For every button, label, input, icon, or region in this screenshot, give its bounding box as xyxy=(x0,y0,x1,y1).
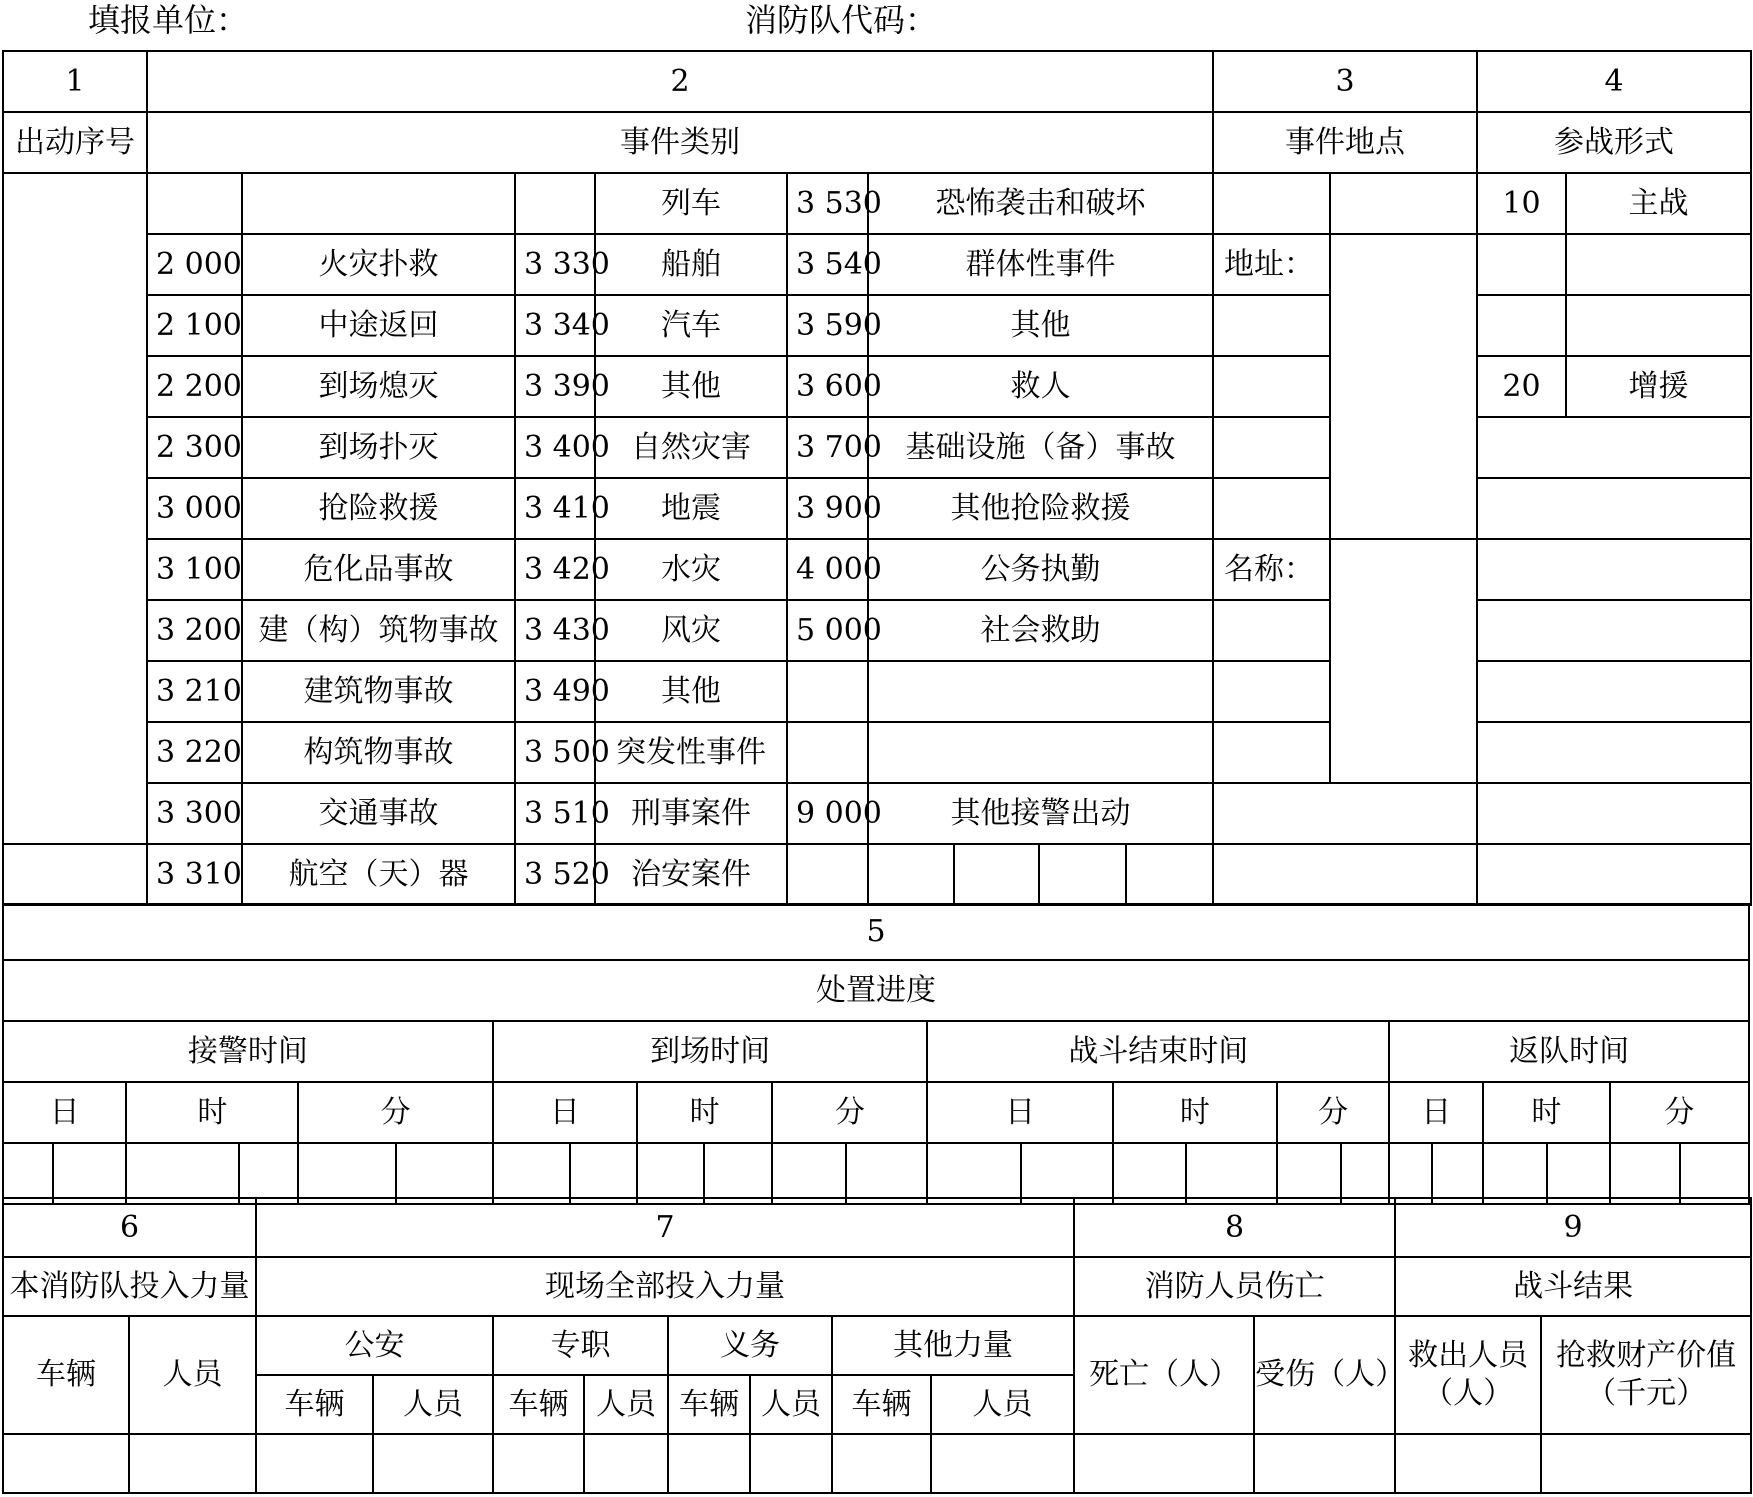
digit-box[interactable] xyxy=(570,1143,637,1204)
digit-box[interactable] xyxy=(298,1143,395,1204)
event-label: 水灾 xyxy=(595,539,787,600)
event-label: 到场扑灭 xyxy=(242,417,515,478)
minute-label: 分 xyxy=(1277,1082,1389,1143)
event-code: 5 000 xyxy=(787,600,868,661)
event-label: 社会救助 xyxy=(868,600,1213,661)
value-input[interactable] xyxy=(584,1434,668,1493)
event-code: 3 000 xyxy=(147,478,242,539)
digit-box[interactable] xyxy=(1389,1143,1432,1204)
event-location-header: 事件地点 xyxy=(1213,112,1477,173)
event-code: 3 530 xyxy=(787,173,868,234)
event-table xyxy=(2,50,1752,906)
event-label: 建（构）筑物事故 xyxy=(242,600,515,661)
injuries-label: 受伤（人） xyxy=(1254,1316,1395,1434)
participation-blank[interactable] xyxy=(1477,600,1751,661)
digit-box[interactable] xyxy=(704,1143,772,1204)
code-input-box[interactable] xyxy=(1039,844,1126,905)
event-label: 群体性事件 xyxy=(868,234,1213,295)
event-code xyxy=(147,173,242,234)
event-code xyxy=(515,173,595,234)
day-label: 日 xyxy=(927,1082,1112,1143)
digit-box[interactable] xyxy=(1341,1143,1389,1204)
table-row xyxy=(3,295,1751,356)
table-row xyxy=(3,478,1751,539)
professional-group-label: 专职 xyxy=(493,1316,668,1375)
participation-blank[interactable] xyxy=(1477,539,1751,600)
location-cell[interactable] xyxy=(1213,722,1330,783)
location-cell[interactable] xyxy=(1213,783,1477,844)
table-row xyxy=(3,661,1751,722)
value-input[interactable] xyxy=(373,1434,493,1493)
event-code: 3 700 xyxy=(787,417,868,478)
event-code: 2 200 xyxy=(147,356,242,417)
event-label: 列车 xyxy=(595,173,787,234)
forces-input-row xyxy=(3,1434,1751,1493)
event-code: 3 430 xyxy=(515,600,595,661)
event-code xyxy=(787,661,868,722)
hour-label: 时 xyxy=(126,1082,298,1143)
event-code: 2 100 xyxy=(147,295,242,356)
value-input[interactable] xyxy=(1074,1434,1254,1493)
table-row xyxy=(3,173,1751,234)
deaths-label: 死亡（人） xyxy=(1074,1316,1254,1434)
event-label: 其他 xyxy=(868,295,1213,356)
participation-blank[interactable] xyxy=(1477,417,1751,478)
value-input[interactable] xyxy=(1541,1434,1751,1493)
event-code: 2 300 xyxy=(147,417,242,478)
battle-end-time-header: 战斗结束时间 xyxy=(927,1021,1389,1082)
event-label: 其他抢险救援 xyxy=(868,478,1213,539)
vehicles-label: 车辆 xyxy=(832,1375,931,1434)
value-input[interactable] xyxy=(750,1434,832,1493)
event-label xyxy=(868,661,1213,722)
own-brigade-forces-header: 本消防队投入力量 xyxy=(3,1257,256,1316)
digit-box[interactable] xyxy=(927,1143,1020,1204)
event-code: 3 490 xyxy=(515,661,595,722)
digit-box[interactable] xyxy=(1113,1143,1186,1204)
event-label: 其他接警出动 xyxy=(868,783,1213,844)
rescued-persons-label: 救出人员（人） xyxy=(1395,1316,1541,1434)
police-group-label: 公安 xyxy=(256,1316,493,1375)
value-input[interactable] xyxy=(832,1434,931,1493)
personnel-label: 人员 xyxy=(373,1375,493,1434)
event-code: 4 000 xyxy=(787,539,868,600)
location-cell[interactable] xyxy=(1213,661,1330,722)
hour-label: 时 xyxy=(1113,1082,1277,1143)
event-code: 3 590 xyxy=(787,295,868,356)
table-row xyxy=(3,234,1751,295)
col-number-1: 1 xyxy=(3,51,147,112)
event-label: 其他 xyxy=(595,356,787,417)
reporting-unit-label: 填报单位： xyxy=(88,1,249,39)
digit-box[interactable] xyxy=(846,1143,927,1204)
vehicles-label: 车辆 xyxy=(668,1375,750,1434)
location-cell[interactable] xyxy=(1213,356,1330,417)
event-category-header: 事件类别 xyxy=(147,112,1213,173)
other-forces-group-label: 其他力量 xyxy=(832,1316,1074,1375)
event-label: 火灾扑救 xyxy=(242,234,515,295)
firefighter-casualties-header: 消防人员伤亡 xyxy=(1074,1257,1395,1316)
table-row xyxy=(3,356,1751,417)
value-input[interactable] xyxy=(3,1434,129,1493)
location-cell[interactable] xyxy=(1213,478,1330,539)
code-input-box[interactable] xyxy=(954,844,1039,905)
section-number-5: 5 xyxy=(3,904,1749,960)
event-label: 中途返回 xyxy=(242,295,515,356)
event-label: 其他 xyxy=(595,661,787,722)
volunteer-group-label: 义务 xyxy=(668,1316,832,1375)
digit-box[interactable] xyxy=(1483,1143,1547,1204)
hour-label: 时 xyxy=(637,1082,772,1143)
event-label: 突发性事件 xyxy=(595,722,787,783)
event-code xyxy=(787,722,868,783)
event-label: 构筑物事故 xyxy=(242,722,515,783)
participation-blank[interactable] xyxy=(1477,661,1751,722)
participation-blank[interactable] xyxy=(1477,234,1566,295)
own-vehicles-label: 车辆 xyxy=(3,1316,129,1434)
event-code: 3 300 xyxy=(147,783,242,844)
location-cell[interactable] xyxy=(1330,173,1477,234)
event-label: 救人 xyxy=(868,356,1213,417)
location-cell[interactable] xyxy=(1213,173,1330,234)
table-row xyxy=(3,844,1751,905)
fire-brigade-code-label: 消防队代码： xyxy=(745,1,938,39)
digit-box[interactable] xyxy=(396,1143,493,1204)
participation-form-header: 参战形式 xyxy=(1477,112,1751,173)
participation-blank[interactable] xyxy=(1477,722,1751,783)
table-row xyxy=(3,783,1751,844)
arrival-time-header: 到场时间 xyxy=(493,1021,928,1082)
event-label: 风灾 xyxy=(595,600,787,661)
event-label: 航空（天）器 xyxy=(242,844,515,905)
time-digit-row xyxy=(3,1143,1749,1204)
vehicles-label: 车辆 xyxy=(493,1375,584,1434)
participation-blank[interactable] xyxy=(1477,478,1751,539)
code-input-box[interactable] xyxy=(787,844,868,905)
event-label: 到场熄灭 xyxy=(242,356,515,417)
participation-blank[interactable] xyxy=(1566,234,1751,295)
dispatch-number-header: 出动序号 xyxy=(3,112,147,173)
event-code: 3 540 xyxy=(787,234,868,295)
participation-label: 增援 xyxy=(1566,356,1751,417)
participation-code: 10 xyxy=(1477,173,1566,234)
value-input[interactable] xyxy=(668,1434,750,1493)
value-input[interactable] xyxy=(931,1434,1074,1493)
event-code: 3 510 xyxy=(515,783,595,844)
personnel-label: 人员 xyxy=(584,1375,668,1434)
dispatch-number-cell[interactable] xyxy=(3,844,147,905)
participation-blank[interactable] xyxy=(1477,295,1566,356)
digit-box[interactable] xyxy=(1186,1143,1277,1204)
event-label: 恐怖袭击和破坏 xyxy=(868,173,1213,234)
event-code: 3 520 xyxy=(515,844,595,905)
event-code: 3 220 xyxy=(147,722,242,783)
digit-box[interactable] xyxy=(493,1143,570,1204)
vehicles-label: 车辆 xyxy=(256,1375,373,1434)
event-label: 刑事案件 xyxy=(595,783,787,844)
event-label: 基础设施（备）事故 xyxy=(868,417,1213,478)
name-label: 名称： xyxy=(1213,539,1330,600)
day-label: 日 xyxy=(3,1082,126,1143)
address-label: 地址： xyxy=(1213,234,1330,295)
location-cell[interactable] xyxy=(1213,295,1330,356)
minute-label: 分 xyxy=(772,1082,927,1143)
address-input[interactable] xyxy=(1330,234,1477,539)
handling-progress-header: 处置进度 xyxy=(3,960,1749,1021)
event-code: 3 340 xyxy=(515,295,595,356)
digit-box[interactable] xyxy=(1547,1143,1609,1204)
personnel-label: 人员 xyxy=(750,1375,832,1434)
property-value-label: 抢救财产价值（千元） xyxy=(1541,1316,1751,1434)
digit-box[interactable] xyxy=(1610,1143,1680,1204)
event-label: 交通事故 xyxy=(242,783,515,844)
forces-table xyxy=(2,1197,1752,1494)
alarm-received-time-header: 接警时间 xyxy=(3,1021,493,1082)
section-number-7: 7 xyxy=(256,1198,1074,1257)
event-code: 3 200 xyxy=(147,600,242,661)
day-label: 日 xyxy=(1389,1082,1483,1143)
minute-label: 分 xyxy=(298,1082,492,1143)
participation-blank[interactable] xyxy=(1477,844,1751,905)
event-code: 3 310 xyxy=(147,844,242,905)
scene-total-forces-header: 现场全部投入力量 xyxy=(256,1257,1074,1316)
event-label: 船舶 xyxy=(595,234,787,295)
minute-label: 分 xyxy=(1610,1082,1750,1143)
table-row xyxy=(3,600,1751,661)
table-row xyxy=(3,722,1751,783)
event-code: 3 210 xyxy=(147,661,242,722)
value-input[interactable] xyxy=(1395,1434,1541,1493)
table-row xyxy=(3,417,1751,478)
progress-table xyxy=(2,903,1750,1205)
event-label xyxy=(242,173,515,234)
participation-blank[interactable] xyxy=(1477,783,1751,844)
event-code: 3 100 xyxy=(147,539,242,600)
event-label: 治安案件 xyxy=(595,844,787,905)
digit-box[interactable] xyxy=(1021,1143,1113,1204)
event-code: 3 600 xyxy=(787,356,868,417)
hour-label: 时 xyxy=(1483,1082,1609,1143)
event-label: 汽车 xyxy=(595,295,787,356)
event-code: 3 420 xyxy=(515,539,595,600)
event-label xyxy=(868,722,1213,783)
own-personnel-label: 人员 xyxy=(129,1316,256,1434)
event-label: 公务执勤 xyxy=(868,539,1213,600)
personnel-label: 人员 xyxy=(931,1375,1074,1434)
dispatch-number-input[interactable] xyxy=(3,173,147,844)
event-label: 地震 xyxy=(595,478,787,539)
event-code: 3 500 xyxy=(515,722,595,783)
digit-box[interactable] xyxy=(126,1143,239,1204)
value-input[interactable] xyxy=(493,1434,584,1493)
col-number-4: 4 xyxy=(1477,51,1751,112)
participation-blank[interactable] xyxy=(1566,295,1751,356)
participation-label: 主战 xyxy=(1566,173,1751,234)
section-number-8: 8 xyxy=(1074,1198,1395,1257)
event-label: 建筑物事故 xyxy=(242,661,515,722)
digit-box[interactable] xyxy=(53,1143,126,1204)
digit-box[interactable] xyxy=(1680,1143,1749,1204)
event-code: 3 900 xyxy=(787,478,868,539)
section-number-6: 6 xyxy=(3,1198,256,1257)
event-label: 抢险救援 xyxy=(242,478,515,539)
digit-box[interactable] xyxy=(1432,1143,1483,1204)
battle-result-header: 战斗结果 xyxy=(1395,1257,1751,1316)
location-cell[interactable] xyxy=(1213,600,1330,661)
code-input-box[interactable] xyxy=(868,844,954,905)
value-input[interactable] xyxy=(1254,1434,1395,1493)
location-cell[interactable] xyxy=(1213,417,1330,478)
event-code: 3 330 xyxy=(515,234,595,295)
event-label: 危化品事故 xyxy=(242,539,515,600)
digit-box[interactable] xyxy=(3,1143,53,1204)
event-code: 3 400 xyxy=(515,417,595,478)
section-number-9: 9 xyxy=(1395,1198,1751,1257)
digit-box[interactable] xyxy=(239,1143,298,1204)
table-row xyxy=(3,539,1751,600)
digit-box[interactable] xyxy=(1277,1143,1341,1204)
value-input[interactable] xyxy=(129,1434,256,1493)
name-input[interactable] xyxy=(1330,539,1477,783)
event-label: 自然灾害 xyxy=(595,417,787,478)
digit-box[interactable] xyxy=(637,1143,704,1204)
day-label: 日 xyxy=(493,1082,637,1143)
event-code: 3 410 xyxy=(515,478,595,539)
event-code: 9 000 xyxy=(787,783,868,844)
col-number-3: 3 xyxy=(1213,51,1477,112)
event-code: 2 000 xyxy=(147,234,242,295)
participation-code: 20 xyxy=(1477,356,1566,417)
code-input-box[interactable] xyxy=(1126,844,1213,905)
col-number-2: 2 xyxy=(147,51,1213,112)
digit-box[interactable] xyxy=(772,1143,846,1204)
event-code: 3 390 xyxy=(515,356,595,417)
location-cell[interactable] xyxy=(1213,844,1477,905)
value-input[interactable] xyxy=(256,1434,373,1493)
return-time-header: 返队时间 xyxy=(1389,1021,1749,1082)
